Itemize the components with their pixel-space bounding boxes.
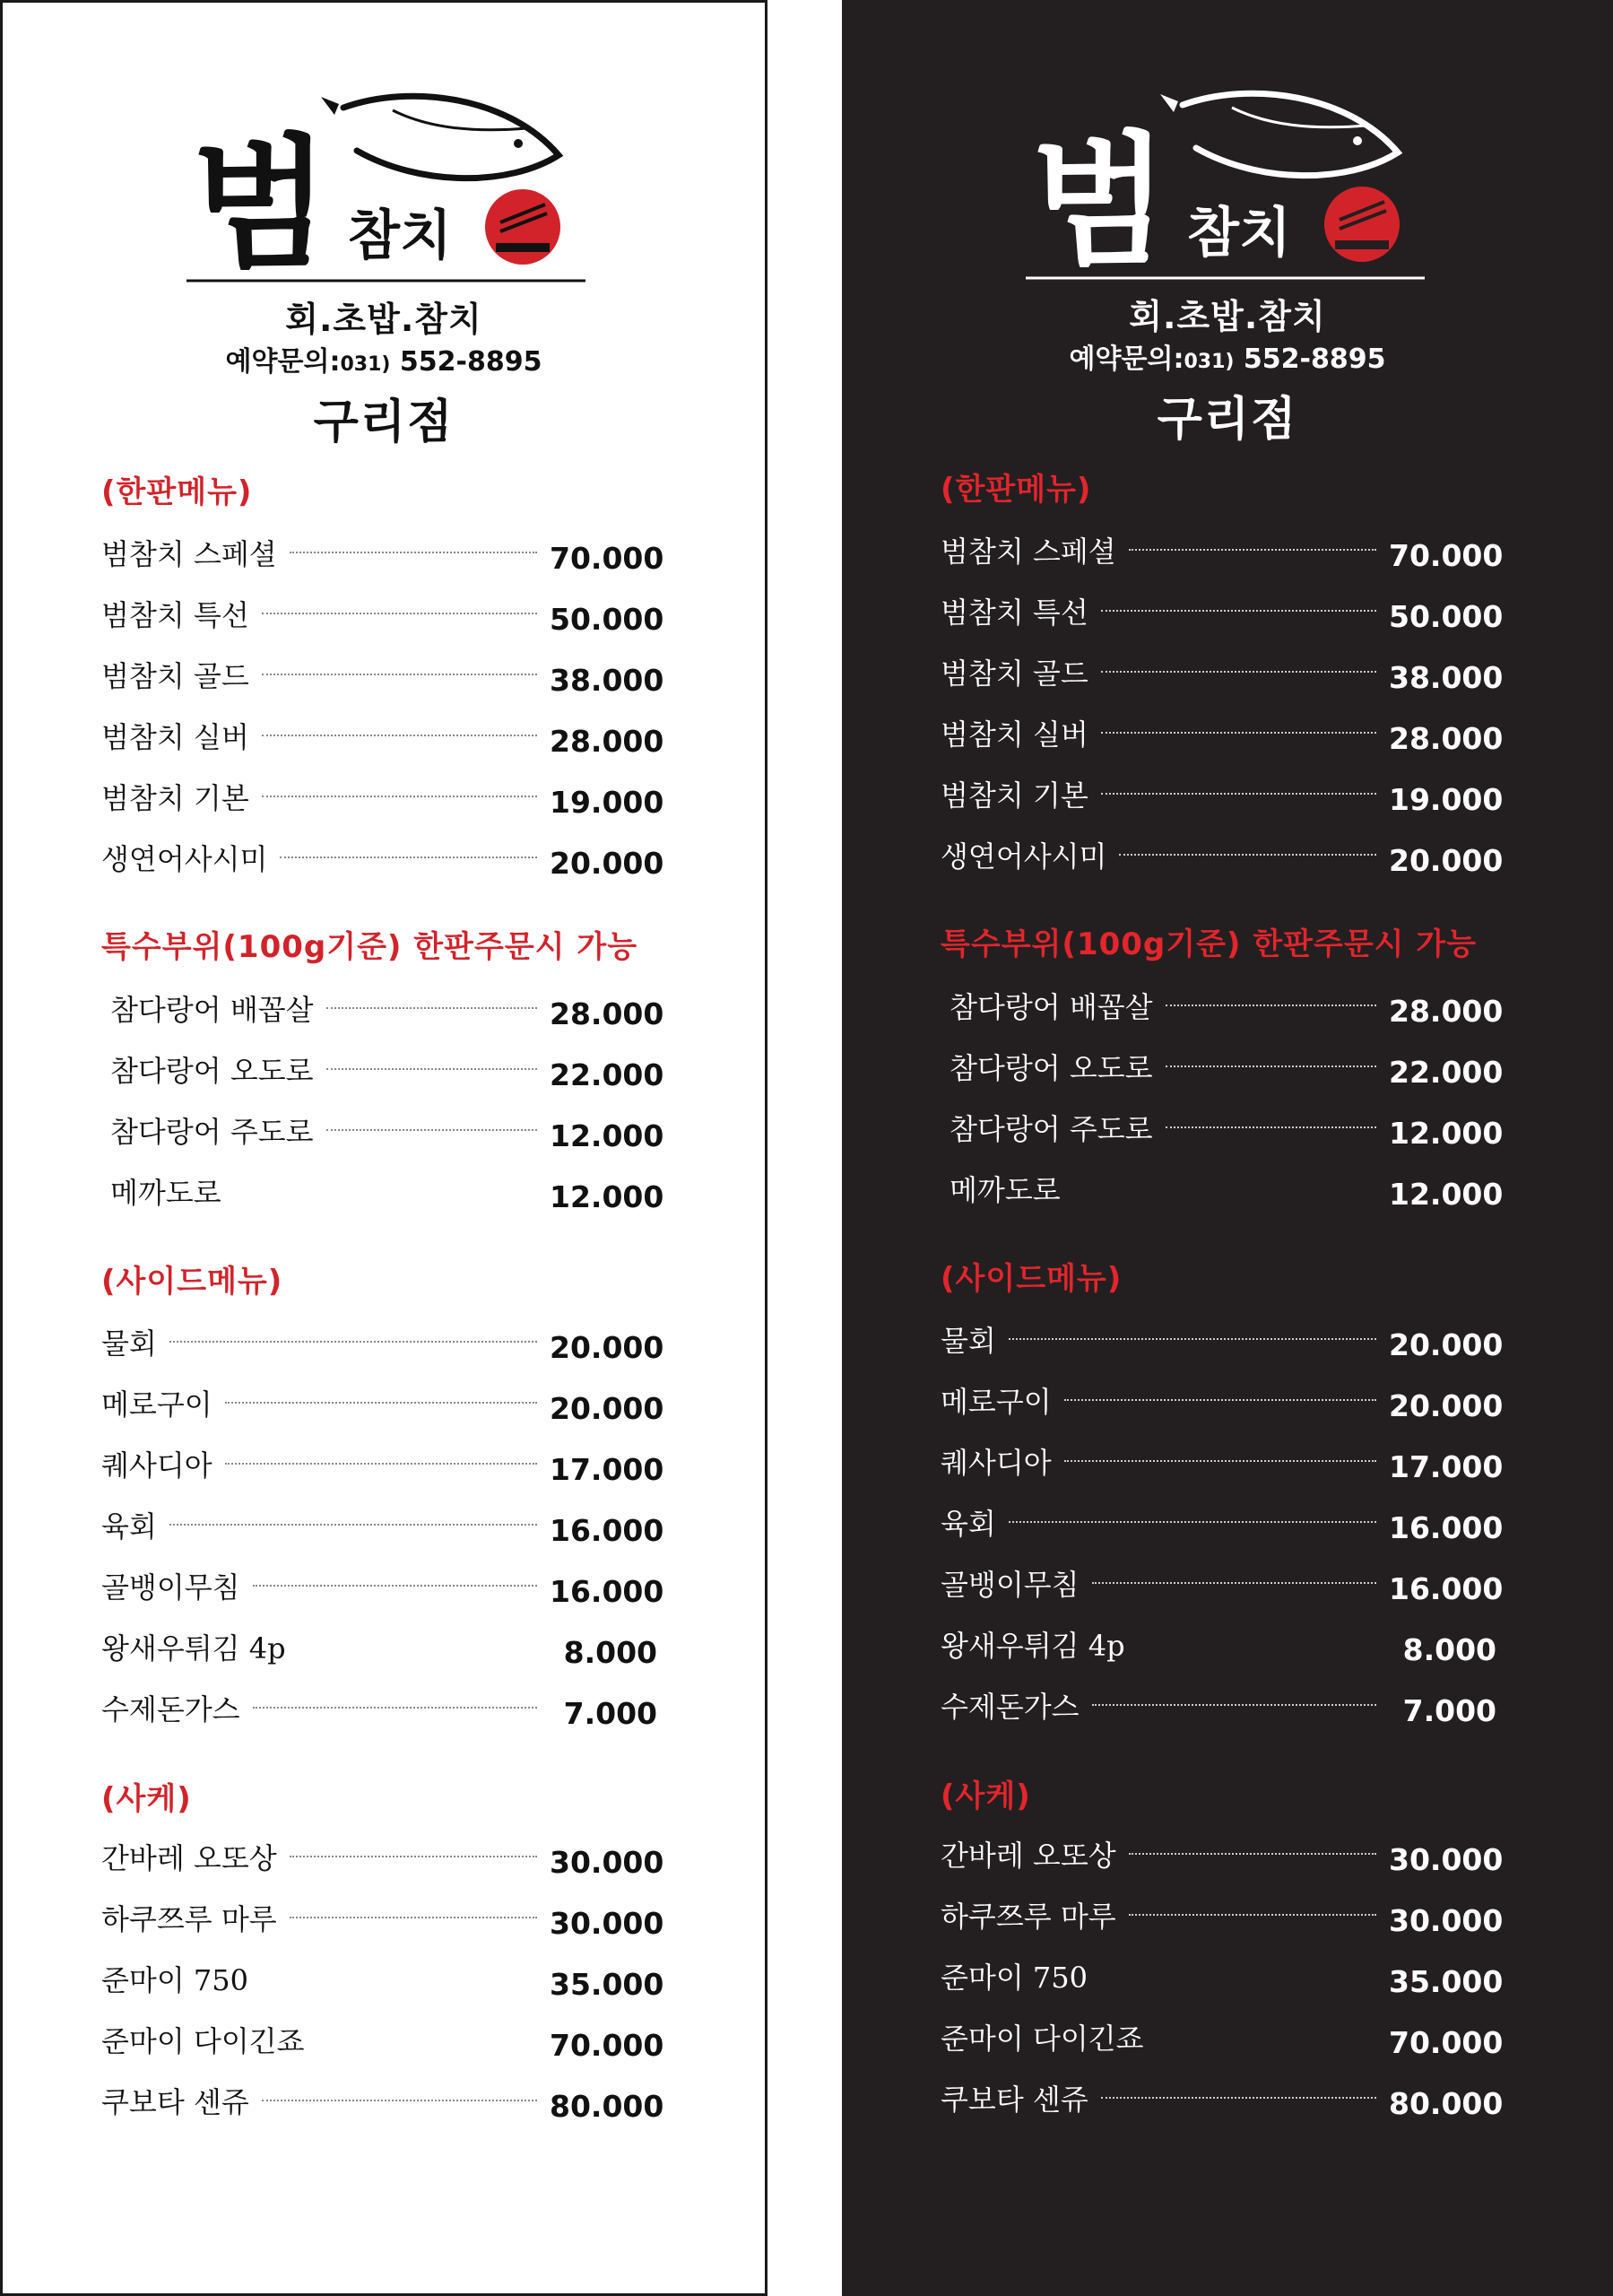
menu-panel-dark [842, 0, 1613, 2296]
menu-item [101, 1685, 657, 1730]
menu-item [941, 832, 1504, 878]
dot-leader [290, 552, 537, 553]
branch-name: 구리점 [313, 396, 455, 449]
dot-leader [326, 1129, 537, 1131]
item-price: 28.000 [550, 996, 664, 1031]
menu-item [101, 2017, 664, 2063]
item-price: 20.000 [550, 845, 664, 881]
section-title: (사케) [101, 1781, 192, 1817]
dot-leader [299, 1646, 537, 1648]
menu-item [941, 1439, 1504, 1484]
dot-leader [262, 735, 537, 736]
item-name: 범참치 실버 [941, 718, 1088, 752]
item-price: 50.000 [550, 601, 664, 637]
item-name: 수제돈가스 [941, 1690, 1080, 1724]
item-name: 준마이 750 [101, 1963, 248, 1997]
item-price: 30.000 [1389, 1841, 1504, 1877]
dot-leader [262, 674, 537, 675]
contact-info [842, 336, 1613, 376]
section-title: (사케) [941, 1779, 1031, 1814]
menu-item [101, 1502, 664, 1548]
branch-name: 구리점 [1157, 393, 1298, 447]
item-name: 물회 [941, 1324, 996, 1358]
menu-item [941, 1500, 1504, 1545]
item-name: 간바레 오또상 [101, 1841, 277, 1875]
menu-item [941, 1953, 1504, 1999]
section-title: 특수부위(100g기준) 한판주문시 가능 [941, 926, 1478, 962]
dot-leader [225, 1463, 537, 1465]
dot-leader [1101, 2097, 1376, 2099]
menu-item [101, 591, 664, 637]
item-price: 22.000 [550, 1057, 664, 1092]
item-price: 70.000 [550, 540, 664, 576]
svg-text:참치: 참치 [348, 204, 452, 267]
item-name: 골뱅이무침 [101, 1570, 240, 1605]
item-price: 70.000 [550, 2027, 664, 2063]
menu-item [941, 2075, 1504, 2121]
menu-item [950, 1105, 1504, 1151]
dot-leader [253, 1707, 537, 1709]
item-name: 퀘사디아 [101, 1448, 212, 1483]
item-price: 30.000 [550, 1844, 664, 1880]
menu-item [941, 649, 1504, 695]
dot-leader [1166, 1126, 1376, 1128]
item-name: 왕새우튀김 4p [101, 1631, 286, 1665]
item-name: 메까도로 [950, 1173, 1061, 1207]
menu-item [941, 1378, 1504, 1423]
item-name: 참다랑어 오도로 [950, 1051, 1153, 1085]
dot-leader [261, 1978, 537, 1979]
item-price: 12.000 [550, 1118, 664, 1153]
item-price: 20.000 [1389, 1326, 1504, 1362]
item-name: 육회 [941, 1507, 996, 1541]
item-name: 범참치 골드 [101, 659, 249, 693]
menu-item [941, 1317, 1504, 1362]
item-name: 물회 [101, 1326, 157, 1361]
item-price: 80.000 [550, 2088, 664, 2124]
subtitle: 회.초밥.참치 [285, 300, 482, 339]
logo-big-char: 범 [1030, 117, 1169, 285]
contact-number: 552-8895 [399, 346, 542, 378]
dot-leader [1157, 2036, 1376, 2038]
menu-item [101, 1624, 657, 1669]
item-price: 38.000 [1389, 659, 1504, 695]
logo [186, 88, 590, 294]
item-price: 16.000 [1389, 1570, 1504, 1606]
dot-leader [1064, 1399, 1376, 1401]
item-price: 35.000 [1389, 1963, 1504, 1999]
item-name: 쿠보타 센쥬 [941, 2083, 1088, 2117]
menu-item [110, 1169, 664, 1214]
dot-leader [253, 1585, 537, 1587]
item-price: 7.000 [563, 1695, 657, 1731]
menu-item [941, 1892, 1504, 1938]
item-name: 생연어사시미 [941, 839, 1107, 874]
item-name: 메까도로 [110, 1176, 221, 1210]
dot-leader [262, 796, 537, 797]
item-name: 퀘사디아 [941, 1446, 1052, 1480]
menu-item [941, 2014, 1504, 2060]
item-name: 왕새우튀김 4p [941, 1629, 1125, 1663]
menu-item [110, 1047, 664, 1092]
item-name: 육회 [101, 1509, 157, 1544]
contact-area: 031) [1184, 351, 1235, 373]
dot-leader [290, 1917, 537, 1918]
item-price: 28.000 [1389, 993, 1504, 1029]
section-title: 특수부위(100g기준) 한판주문시 가능 [101, 929, 638, 965]
item-price: 12.000 [1389, 1176, 1504, 1212]
item-name: 준마이 750 [941, 1961, 1088, 1995]
dot-leader [1129, 549, 1376, 551]
item-price: 50.000 [1389, 598, 1504, 634]
section-title: (한판메뉴) [101, 474, 253, 510]
item-name: 준마이 다이긴죠 [941, 2022, 1144, 2056]
item-name: 하쿠쯔루 마루 [941, 1900, 1116, 1934]
dot-leader [290, 1856, 537, 1857]
dot-leader [1101, 732, 1376, 734]
dot-leader [262, 2100, 537, 2101]
menu-item [941, 1561, 1504, 1606]
item-name: 범참치 스페셜 [101, 537, 277, 571]
item-name: 참다랑어 배꼽살 [110, 993, 314, 1027]
menu-item [101, 1319, 664, 1365]
item-price: 28.000 [1389, 720, 1504, 756]
logo [1026, 85, 1429, 291]
dot-leader [225, 1402, 537, 1404]
dot-leader [1101, 793, 1376, 795]
menu-item [110, 986, 664, 1031]
menu-item [101, 1563, 664, 1609]
dot-leader [1101, 671, 1376, 673]
contact-area: 031) [340, 353, 391, 376]
item-name: 범참치 기본 [941, 778, 1088, 813]
dot-leader [234, 1190, 537, 1192]
item-price: 8.000 [563, 1634, 657, 1670]
dot-leader [1064, 1460, 1376, 1462]
item-price: 70.000 [1389, 2024, 1504, 2060]
item-price: 19.000 [550, 784, 664, 820]
section-title: (사이드메뉴) [941, 1261, 1123, 1297]
dot-leader [1166, 1004, 1376, 1006]
item-price: 20.000 [1389, 1387, 1504, 1423]
logo-big-char: 범 [191, 120, 330, 288]
menu-item [941, 588, 1504, 634]
tuna-logo-icon [186, 88, 590, 294]
item-name: 메로구이 [101, 1387, 212, 1422]
contact-label: 예약문의: [1069, 344, 1184, 375]
dot-leader [1100, 1975, 1376, 1977]
item-price: 70.000 [1389, 537, 1504, 573]
menu-item [101, 652, 664, 698]
dot-leader [1092, 1704, 1376, 1706]
dot-leader [1073, 1187, 1376, 1189]
item-price: 30.000 [550, 1905, 664, 1941]
menu-item [101, 1834, 664, 1880]
menu-item [101, 1956, 664, 2002]
item-name: 준마이 다이긴죠 [101, 2024, 305, 2058]
dot-leader [169, 1524, 537, 1526]
item-price: 16.000 [1389, 1509, 1504, 1545]
item-price: 17.000 [550, 1451, 664, 1487]
item-price: 12.000 [550, 1178, 664, 1214]
menu-item [941, 527, 1504, 573]
menu-item [101, 2078, 664, 2124]
item-price: 20.000 [1389, 842, 1504, 878]
dot-leader [1129, 1914, 1376, 1916]
item-name: 참다랑어 배꼽살 [950, 990, 1153, 1024]
item-name: 범참치 골드 [941, 657, 1088, 691]
menu-item [101, 1380, 664, 1426]
dot-leader [1129, 1853, 1376, 1855]
section-title: (사이드메뉴) [101, 1264, 283, 1300]
item-price: 16.000 [550, 1512, 664, 1548]
item-name: 범참치 특선 [941, 596, 1088, 630]
menu-item [941, 1683, 1496, 1727]
item-price: 30.000 [1389, 1902, 1504, 1938]
dot-leader [1119, 854, 1376, 856]
contact-number: 552-8895 [1243, 344, 1386, 375]
item-name: 범참치 기본 [101, 781, 249, 815]
svg-text:참치: 참치 [1187, 202, 1291, 265]
item-price: 22.000 [1389, 1054, 1504, 1090]
tuna-logo-icon [1026, 85, 1429, 291]
item-name: 범참치 실버 [101, 720, 249, 754]
item-name: 참다랑어 주도로 [950, 1112, 1153, 1146]
menu-item [950, 1166, 1504, 1212]
dot-leader [1101, 610, 1376, 612]
item-price: 17.000 [1389, 1448, 1504, 1484]
menu-item [101, 774, 664, 820]
contact-label: 예약문의: [225, 346, 341, 378]
menu-item [101, 713, 664, 759]
menu-item [941, 1622, 1496, 1666]
menu-item [101, 1441, 664, 1487]
item-price: 8.000 [1402, 1631, 1496, 1667]
item-name: 생연어사시미 [101, 842, 268, 876]
item-name: 범참치 스페셜 [941, 535, 1116, 569]
item-price: 20.000 [550, 1329, 664, 1365]
menu-item [950, 983, 1504, 1029]
item-name: 참다랑어 주도로 [110, 1115, 314, 1149]
item-name: 골뱅이무침 [941, 1568, 1080, 1602]
item-price: 12.000 [1389, 1115, 1504, 1151]
item-name: 수제돈가스 [101, 1692, 240, 1726]
item-price: 35.000 [550, 1966, 664, 2002]
menu-panel-light [0, 0, 767, 2296]
item-name: 간바레 오또상 [941, 1839, 1116, 1873]
dot-leader [1166, 1065, 1376, 1067]
menu-item [941, 710, 1504, 756]
item-price: 38.000 [550, 662, 664, 698]
subtitle: 회.초밥.참치 [1129, 297, 1326, 336]
item-price: 20.000 [550, 1390, 664, 1426]
menu-item [110, 1108, 664, 1153]
item-price: 80.000 [1389, 2085, 1504, 2121]
item-name: 메로구이 [941, 1385, 1052, 1419]
menu-item [101, 530, 664, 576]
item-price: 7.000 [1402, 1692, 1496, 1728]
menu-item [950, 1044, 1504, 1090]
dot-leader [280, 857, 537, 858]
menu-item [941, 1831, 1504, 1877]
section-title: (한판메뉴) [941, 472, 1092, 508]
contact-info [3, 339, 765, 378]
dot-leader [1009, 1338, 1376, 1340]
item-name: 하쿠쯔루 마루 [101, 1902, 277, 1936]
item-price: 28.000 [550, 723, 664, 759]
dot-leader [1009, 1521, 1376, 1523]
menu-item [101, 1895, 664, 1941]
dot-leader [326, 1007, 537, 1009]
menu-item [101, 835, 664, 881]
item-name: 참다랑어 오도로 [110, 1054, 314, 1088]
dot-leader [1138, 1643, 1376, 1645]
item-name: 범참치 특선 [101, 598, 249, 632]
item-price: 16.000 [550, 1573, 664, 1609]
dot-leader [169, 1341, 537, 1343]
dot-leader [262, 613, 537, 614]
dot-leader [317, 2039, 537, 2040]
menu-item [941, 771, 1504, 817]
dot-leader [1092, 1582, 1376, 1584]
dot-leader [326, 1068, 537, 1070]
item-price: 19.000 [1389, 781, 1504, 817]
item-name: 쿠보타 센쥬 [101, 2085, 249, 2119]
